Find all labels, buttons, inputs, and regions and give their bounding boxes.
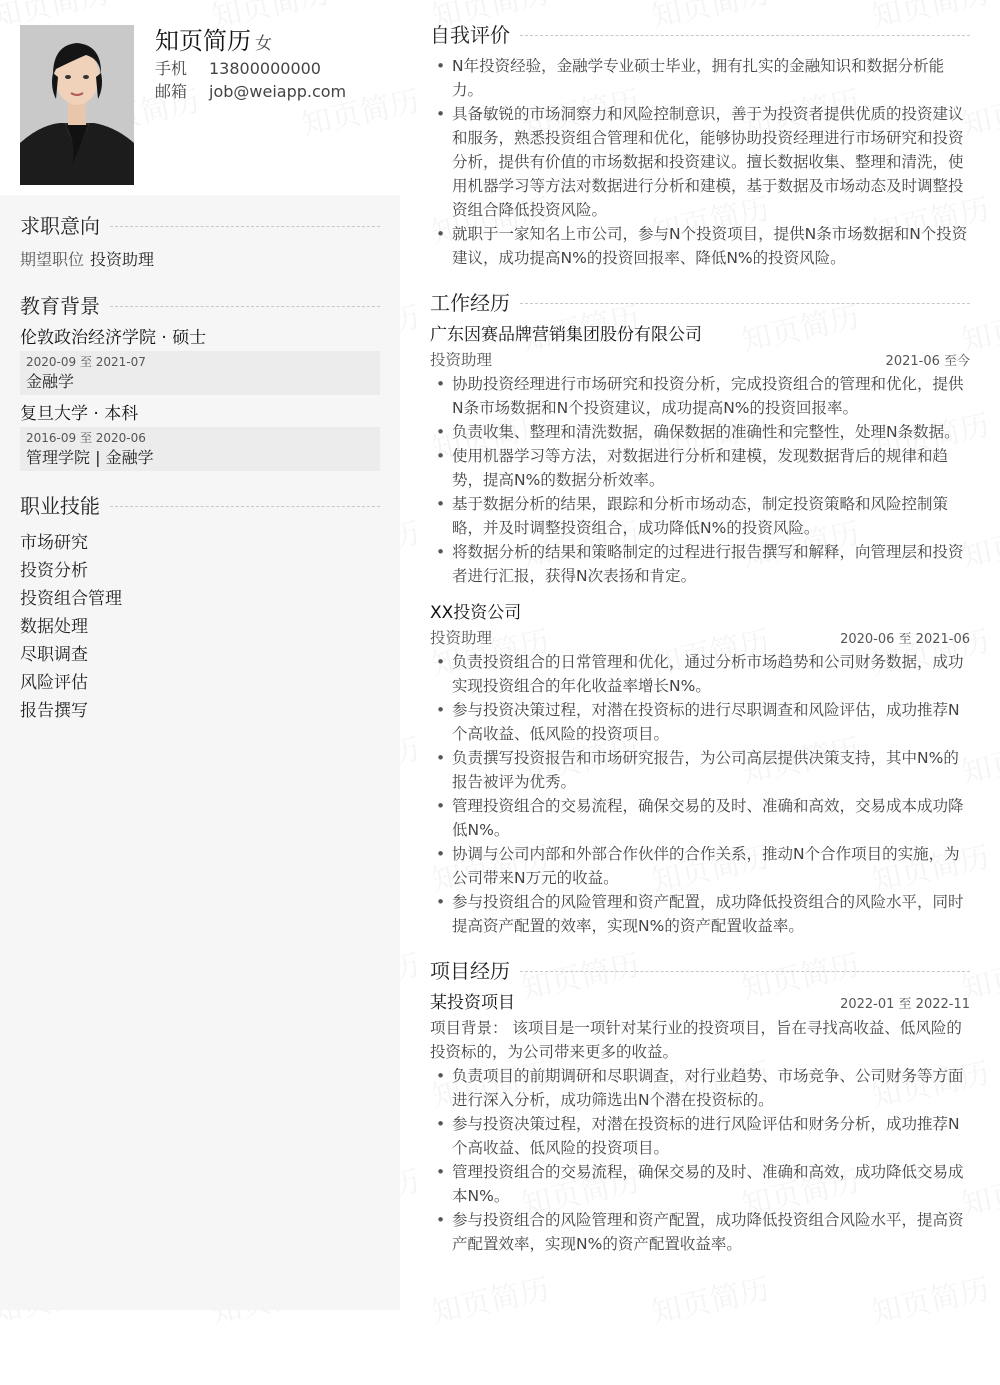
list-item: • 就职于一家知名上市公司，参与N个投资项目，提供N条市场数据和N个投资建议，成功提高N%的投资回报率、降低N%的投资风险。 — [430, 222, 970, 270]
list-item: • 负责项目的前期调研和尽职调查，对行业趋势、市场竞争、公司财务等方面进行深入分析，成功筛选出N个潜在投资标的。 — [430, 1064, 970, 1112]
list-item: • 具备敏锐的市场洞察力和风险控制意识，善于为投资者提供优质的投资建议和服务，熟悉投资组合管理和优化，能够协助投资经理进行市场研究和投资分析，提供有价值的市场数据和投资建议。擅长数据收集、整理和清洗，使用机器学习等方法对数据进行分析和建模，基于数据及市场动态及时调整投资组合降低投资风险。 — [430, 102, 970, 222]
intent-value: 投资助理 — [90, 250, 155, 269]
job-date: 2020-06 至 2021-06 — [840, 632, 970, 647]
phone-label: 手机 — [155, 59, 188, 78]
candidate-gender: 女 — [255, 34, 272, 54]
job-duties-list — [430, 372, 970, 588]
work-section-header — [430, 288, 970, 318]
email-row — [155, 80, 346, 103]
list-item: • 参与投资组合的风险管理和资产配置，成功降低投资组合风险水平，提高资产配置效率，实现N%的资产配置收益率。 — [430, 1208, 970, 1256]
job-role: 投资助理 — [430, 629, 493, 647]
project-date: 2022-01 至 2022-11 — [840, 997, 970, 1012]
phone-row — [155, 57, 346, 80]
divider — [110, 506, 380, 507]
education-title: 教育背景 — [20, 294, 100, 318]
intent-label: 期望职位 — [20, 250, 85, 269]
list-item: • 参与投资组合的风险管理和资产配置，成功降低投资组合的风险水平，同时提高资产配置的效率，实现N%的资产配置收益率。 — [430, 890, 970, 938]
watermark-text — [867, 1264, 994, 1332]
divider — [520, 303, 970, 304]
skills-title: 职业技能 — [20, 494, 100, 518]
list-item: • 负责撰写投资报告和市场研究报告，为公司高层提供决策支持，其中N%的报告被评为优秀。 — [430, 746, 970, 794]
avatar-photo — [20, 25, 134, 185]
job-role: 投资助理 — [430, 351, 493, 369]
email-value: job@weiapp.com — [209, 82, 347, 101]
education-detail — [20, 351, 380, 395]
list-item: • 参与投资决策过程，对潜在投资标的进行风险评估和财务分析，成功推荐N个高收益、低风险的投资项目。 — [430, 1112, 970, 1160]
intent-section-header — [20, 211, 380, 241]
divider — [110, 226, 380, 227]
project-entry — [430, 986, 970, 1256]
right-column — [430, 20, 970, 1256]
skill-item: 市场研究 — [20, 533, 88, 553]
self-eval-title: 自我评价 — [430, 23, 510, 47]
list-item: • 负责收集、整理和清洗数据，确保数据的准确性和完整性，处理N条数据。 — [430, 420, 970, 444]
skills-section-header — [20, 491, 380, 521]
job-date: 2021-06 至今 — [885, 354, 970, 369]
list-item: • 参与投资决策过程，对潜在投资标的进行尽职调查和风险评估，成功推荐N个高收益、低风险的投资项目。 — [430, 698, 970, 746]
job-entry — [430, 322, 970, 588]
list-item: • 协调与公司内部和外部合作伙伴的合作关系，推动N个合作项目的实施，为公司带来N万元的收益。 — [430, 842, 970, 890]
skill-item: 风险评估 — [20, 673, 88, 693]
list-item: • 基于数据分析的结果，跟踪和分析市场动态，制定投资策略和风险控制策略，并及时调整投资组合，成功降低N%的投资风险。 — [430, 492, 970, 540]
role-row — [430, 626, 970, 650]
skill-item: 尽职调查 — [20, 645, 88, 665]
list-item: • 管理投资组合的交易流程，确保交易的及时、准确和高效，交易成本成功降低N%。 — [430, 794, 970, 842]
portrait-image — [20, 25, 134, 185]
project-name: 某投资项目 — [430, 993, 515, 1013]
list-item: • 管理投资组合的交易流程，确保交易的及时、准确和高效，成功降低交易成本N%。 — [430, 1160, 970, 1208]
school-name: 伦敦政治经济学院 · 硕士 — [20, 328, 207, 348]
job-entry — [430, 600, 970, 938]
work-title: 工作经历 — [430, 291, 510, 315]
name-block — [155, 25, 346, 103]
left-column — [20, 205, 380, 725]
education-detail — [20, 427, 380, 471]
list-item: • 将数据分析的结果和策略制定的过程进行报告撰写和解释，向管理层和投资者进行汇报，获得N次表扬和肯定。 — [430, 540, 970, 588]
skills-list — [20, 529, 380, 725]
self-eval-list — [430, 54, 970, 270]
project-section-header — [430, 956, 970, 986]
self-eval-section-header — [430, 20, 970, 50]
email-label: 邮箱 — [155, 82, 188, 101]
skill-item: 数据处理 — [20, 617, 88, 637]
education-item — [20, 401, 380, 471]
skill-item: 投资组合管理 — [20, 589, 122, 609]
education-major: 管理学院 | 金融学 — [26, 448, 154, 467]
resume-header — [20, 25, 400, 185]
education-date: 2020-09 至 2021-07 — [26, 355, 146, 369]
project-row — [430, 986, 970, 1016]
skill-item: 投资分析 — [20, 561, 88, 581]
education-date: 2016-09 至 2020-06 — [26, 431, 146, 445]
school-name: 复旦大学 · 本科 — [20, 404, 139, 424]
candidate-name: 知页简历 — [155, 27, 251, 55]
divider — [520, 971, 970, 972]
phone-value: 13800000000 — [209, 59, 321, 78]
intent-title: 求职意向 — [20, 214, 100, 238]
project-duties-list — [430, 1064, 970, 1256]
list-item: • 协助投资经理进行市场研究和投资分析，完成投资组合的管理和优化，提供N条市场数据和N个投资建议，成功提高N%的投资回报率。 — [430, 372, 970, 420]
project-background: 项目背景： 该项目是一项针对某行业的投资项目，旨在寻找高收益、低风险的投资标的，为公司带来更多的收益。 — [430, 1019, 962, 1061]
list-item: • N年投资经验，金融学专业硕士毕业，拥有扎实的金融知识和数据分析能力。 — [430, 54, 970, 102]
education-item — [20, 325, 380, 395]
job-intent — [20, 247, 380, 273]
divider — [110, 306, 380, 307]
skill-item: 报告撰写 — [20, 701, 88, 721]
company-name: XX投资公司 — [430, 603, 522, 623]
list-item: • 负责投资组合的日常管理和优化，通过分析市场趋势和公司财务数据，成功实现投资组合的年化收益率增长N%。 — [430, 650, 970, 698]
watermark-text — [647, 1264, 774, 1332]
job-duties-list — [430, 650, 970, 938]
project-title: 项目经历 — [430, 959, 510, 983]
education-major: 金融学 — [26, 372, 75, 391]
watermark-text — [427, 1264, 554, 1332]
list-item: • 使用机器学习等方法，对数据进行分析和建模，发现数据背后的规律和趋势，提高N%的数据分析效率。 — [430, 444, 970, 492]
company-name: 广东因赛品牌营销集团股份有限公司 — [430, 325, 702, 345]
education-section-header — [20, 291, 380, 321]
role-row — [430, 348, 970, 372]
divider — [520, 35, 970, 36]
